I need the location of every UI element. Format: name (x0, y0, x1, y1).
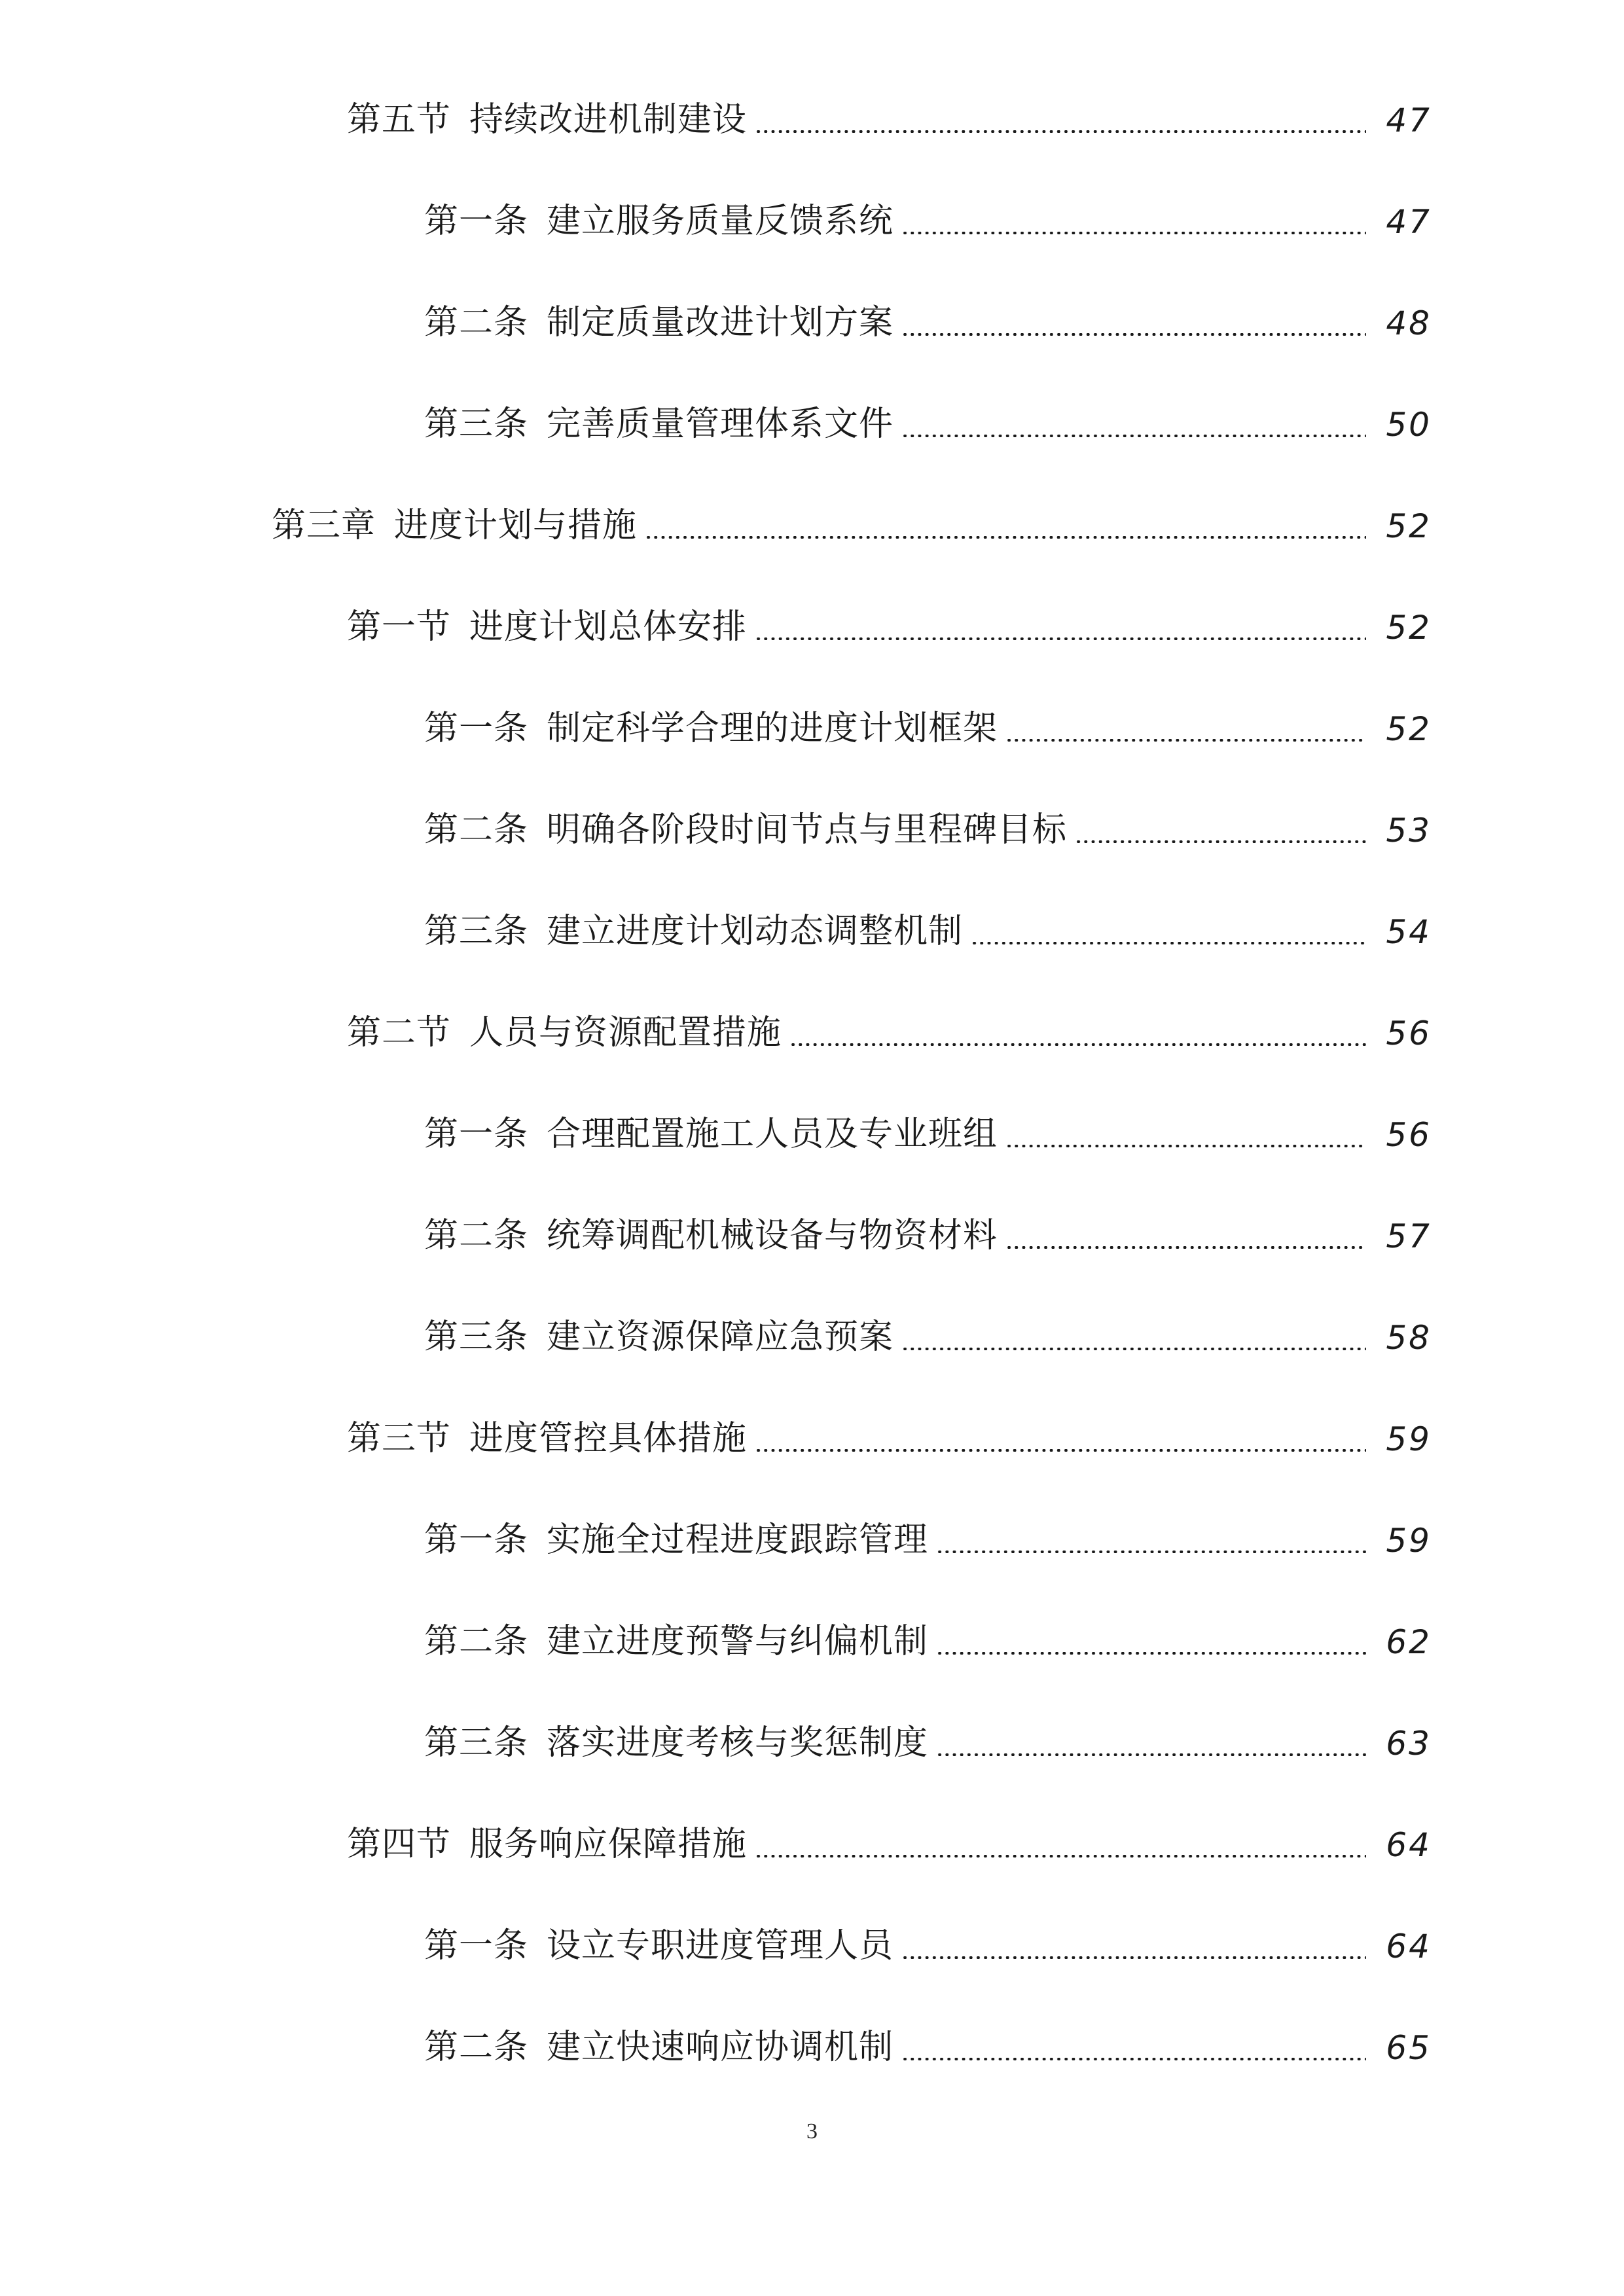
toc-leader-dots (901, 333, 1366, 336)
toc-number: 第一条 (424, 202, 529, 241)
toc-label (347, 1825, 748, 1864)
toc-leader-dots (789, 1043, 1366, 1046)
toc-title: 建立服务质量反馈系统 (547, 202, 894, 241)
toc-page-number: 56 (1386, 1116, 1432, 1154)
toc-page-number: 62 (1386, 1623, 1432, 1661)
toc-title: 合理配置施工人员及专业班组 (547, 1115, 998, 1154)
toc-title: 实施全过程进度跟踪管理 (547, 1520, 929, 1560)
toc-title: 建立资源保障应急预案 (547, 1318, 894, 1357)
toc-label (347, 100, 748, 139)
toc-label (424, 303, 894, 342)
toc-leader-dots (936, 1652, 1366, 1655)
toc-page-number: 63 (1386, 1725, 1432, 1763)
toc-label (272, 506, 638, 545)
toc-title: 进度计划与措施 (394, 506, 638, 545)
toc-title: 完善质量管理体系文件 (547, 404, 894, 444)
toc-title: 建立快速响应协调机制 (547, 2028, 894, 2067)
toc-label (424, 709, 998, 748)
toc-entry[interactable] (347, 987, 1432, 1050)
toc-number: 第二条 (424, 303, 529, 342)
toc-number: 第一条 (424, 1115, 529, 1154)
toc-page-number: 48 (1386, 304, 1432, 342)
toc-leader-dots (1005, 1246, 1366, 1249)
toc-page-number: 52 (1386, 507, 1432, 545)
toc-entry[interactable] (424, 1190, 1432, 1253)
toc-leader-dots (755, 637, 1366, 640)
toc-leader-dots (936, 1753, 1366, 1756)
toc-entry[interactable] (347, 74, 1432, 137)
toc-page-number: 52 (1386, 609, 1432, 647)
toc-label (424, 1723, 929, 1763)
toc-page-number: 54 (1386, 913, 1432, 951)
toc-number: 第三条 (424, 1723, 529, 1763)
toc-number: 第一条 (424, 1926, 529, 1965)
toc-page-number: 59 (1386, 1420, 1432, 1458)
toc-entry[interactable] (424, 1494, 1432, 1560)
toc-title: 落实进度考核与奖惩制度 (547, 1723, 929, 1763)
toc-number: 第一节 (347, 607, 452, 647)
toc-leader-dots (755, 130, 1366, 133)
toc-page-number: 65 (1386, 2029, 1432, 2067)
toc-page-number: 52 (1386, 710, 1432, 748)
toc-number: 第三节 (347, 1419, 452, 1458)
toc-label (424, 1520, 929, 1560)
toc-page-number: 64 (1386, 1928, 1432, 1965)
toc-title: 制定科学合理的进度计划框架 (547, 709, 998, 748)
toc-page-number: 47 (1386, 101, 1432, 139)
toc-number: 第二条 (424, 1216, 529, 1255)
toc-leader-dots (755, 1855, 1366, 1857)
toc-label (424, 912, 964, 951)
toc-label (424, 404, 894, 444)
toc-entry[interactable] (424, 1697, 1432, 1763)
toc-label (347, 1013, 782, 1052)
toc-label (424, 1216, 998, 1255)
toc-label (424, 1115, 998, 1154)
toc-label (424, 1318, 894, 1357)
toc-label (424, 1624, 928, 1659)
toc-label (424, 1926, 894, 1965)
toc-title: 制定质量改进计划方案 (547, 303, 894, 342)
toc-entry[interactable] (424, 378, 1432, 444)
toc-entry[interactable] (424, 683, 1432, 748)
toc-leader-dots (1005, 1145, 1366, 1147)
toc-label (424, 810, 1068, 850)
toc-title: 明确各阶段时间节点与里程碑目标 (547, 810, 1068, 850)
page-number-footer: 3 (806, 2119, 818, 2144)
toc-label (424, 2028, 894, 2067)
toc-page-number: 50 (1386, 406, 1432, 444)
toc-page-number: 57 (1386, 1217, 1432, 1255)
toc-entry[interactable] (347, 1393, 1432, 1456)
toc-page-number: 47 (1386, 203, 1432, 241)
toc-leader-dots (645, 536, 1366, 539)
toc-number: 第三条 (424, 912, 529, 951)
toc-entry[interactable] (272, 480, 1432, 543)
toc-number: 第三条 (424, 1318, 529, 1357)
toc-number: 第一条 (424, 1520, 529, 1560)
toc-leader-dots (901, 1956, 1366, 1959)
toc-title: 进度管控具体措施 (469, 1419, 748, 1458)
toc-page-number: 64 (1386, 1826, 1432, 1864)
toc-title: 进度计划总体安排 (469, 607, 748, 647)
toc-page-number: 56 (1386, 1014, 1432, 1052)
toc-number: 第二条 (424, 1622, 529, 1661)
toc-entry[interactable] (424, 886, 1432, 951)
toc-page-number: 53 (1386, 812, 1432, 850)
toc-leader-dots (755, 1449, 1366, 1452)
toc-entry[interactable] (424, 784, 1432, 850)
toc-title: 设立专职进度管理人员 (547, 1926, 894, 1965)
toc-entry[interactable] (424, 1291, 1432, 1357)
toc-entry[interactable] (347, 581, 1432, 647)
toc-label (347, 1419, 748, 1458)
toc-number: 第二节 (347, 1013, 452, 1052)
toc-number: 第二条 (424, 810, 529, 850)
toc-number: 第三条 (424, 404, 529, 444)
toc-leader-dots (971, 942, 1366, 944)
toc-leader-dots (1005, 739, 1366, 742)
toc-leader-dots (901, 232, 1366, 234)
toc-entry[interactable] (424, 277, 1432, 340)
toc-entry[interactable] (424, 1088, 1432, 1154)
toc-title: 人员与资源配置措施 (469, 1013, 782, 1052)
toc-number: 第四节 (347, 1825, 452, 1864)
toc-entry[interactable] (347, 1799, 1432, 1864)
toc-leader-dots (936, 1551, 1366, 1553)
toc-label (424, 202, 894, 241)
toc-leader-dots (901, 1348, 1366, 1350)
toc-title: 建立进度计划动态调整机制 (547, 912, 964, 951)
toc-page-number: 59 (1386, 1522, 1432, 1560)
toc-leader-dots (901, 2058, 1366, 2060)
toc-entry[interactable] (424, 1596, 1432, 1659)
toc-title: 持续改进机制建设 (469, 100, 748, 139)
toc-title: 统筹调配机械设备与物资材料 (547, 1216, 998, 1255)
toc-number: 第二条 (424, 2028, 529, 2067)
toc-label (347, 607, 748, 647)
toc-entry[interactable] (424, 1900, 1432, 1963)
toc-number: 第一条 (424, 709, 529, 748)
toc-title: 建立进度预警与纠偏机制 (547, 1622, 929, 1661)
toc-number: 第三章 (272, 506, 376, 545)
toc-entry[interactable] (424, 175, 1432, 241)
toc-leader-dots (901, 435, 1366, 437)
toc-title: 服务响应保障措施 (469, 1825, 748, 1864)
toc-number: 第五节 (347, 100, 452, 139)
toc-entry[interactable] (424, 2001, 1432, 2067)
toc-leader-dots (1075, 840, 1366, 843)
toc-page-number: 58 (1386, 1319, 1432, 1357)
